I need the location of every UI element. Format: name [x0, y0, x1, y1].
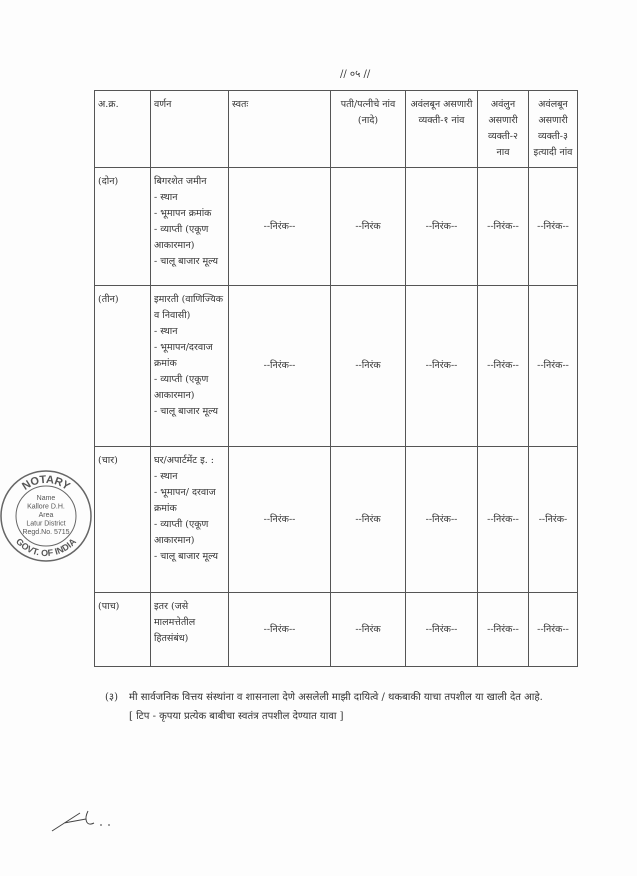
- description-line: - चालू बाजार मूल्य: [154, 551, 219, 562]
- header-row: [95, 91, 578, 168]
- description-line: इमारती (वाणिज्यिक व निवासी): [154, 294, 224, 321]
- value-cell: --निरंक--: [529, 286, 578, 447]
- svg-text:NOTARY: NOTARY: [20, 473, 72, 493]
- description-line: - भूमापन/दरवाज क्रमांक: [154, 342, 213, 369]
- serial-cell: (तीन): [95, 286, 151, 447]
- value-cell: --निरंक--: [529, 168, 578, 286]
- header-cell: अवंलबून असणारी व्यक्ती-१ नांव: [406, 91, 478, 168]
- table-row: [95, 447, 578, 593]
- description-line: - भूमापन क्रमांक: [154, 208, 212, 219]
- notary-stamp: [0, 470, 92, 562]
- description-line: - स्थान: [154, 326, 178, 337]
- stamp-line: Latur District: [26, 520, 66, 528]
- header-cell: पती/पत्नीचे नांव (नादे): [331, 91, 406, 168]
- value-cell: --निरंक--: [478, 593, 529, 667]
- description-line: - व्याप्ती (एकूण आकारमान): [154, 519, 209, 546]
- signature: [50, 805, 120, 835]
- table-row: [95, 168, 578, 286]
- table-row: [95, 286, 578, 447]
- description-line: - स्थान: [154, 192, 178, 203]
- description-line: - चालू बाजार मूल्य: [154, 406, 219, 417]
- value-cell: --निरंक--: [478, 447, 529, 593]
- description-line: - व्याप्ती (एकूण आकारमान): [154, 374, 209, 401]
- header-cell: स्वतः: [229, 91, 331, 168]
- page-number: // ०५ //: [340, 69, 371, 80]
- value-cell: --निरंक--: [406, 286, 478, 447]
- stamp-line: Area: [38, 512, 54, 519]
- value-cell: --निरंक--: [229, 593, 331, 667]
- value-cell: --निरंक--: [529, 593, 578, 667]
- stamp-line: Name: [36, 495, 56, 502]
- description-line: इतर (जसे मालमत्तेतील हितसंबंध): [154, 601, 196, 644]
- description-cell: [151, 447, 229, 593]
- stamp-line: Kallore D.H.: [27, 503, 65, 511]
- description-line: घर/अपार्टमेंट इ. :: [154, 455, 214, 466]
- table-row: [95, 593, 578, 667]
- value-cell: --निरंक--: [478, 286, 529, 447]
- description-line: - चालू बाजार मूल्य: [154, 256, 219, 267]
- header-cell: अ.क्र.: [95, 91, 151, 168]
- value-cell: --निरंक--: [229, 447, 331, 593]
- note-text: मी सार्वजनिक वित्तय संस्थांना व शासनाला देणे असलेली माझी दायित्वे / थकबाकी याचा तपशील या खाली देत आहे.: [129, 692, 543, 703]
- note-number: (३): [105, 692, 119, 703]
- value-cell: --निरंक: [331, 168, 406, 286]
- stamp-line: Regd.No. 5715: [22, 529, 70, 536]
- value-cell: --निरंक--: [229, 286, 331, 447]
- description-cell: [151, 168, 229, 286]
- description-cell: [151, 286, 229, 447]
- header-cell: अवंलुन असणारी व्यक्ती-२ नाव: [478, 91, 529, 168]
- description-line: - व्याप्ती (एकूण आकारमान): [154, 224, 209, 251]
- value-cell: --निरंक--: [478, 168, 529, 286]
- serial-cell: (दोन): [95, 168, 151, 286]
- note-tip: [ टिप - कृपया प्रत्येक बाबीचा स्वतंत्र तपशील देण्यात यावा ]: [129, 711, 344, 722]
- svg-text:GOVT. OF INDIA: GOVT. OF INDIA: [14, 536, 78, 559]
- description-line: - भूमापन/ दरवाज क्रमांक: [154, 487, 216, 514]
- description-line: - स्थान: [154, 471, 178, 482]
- value-cell: --निरंक-: [529, 447, 578, 593]
- description-line: बिगरशेत जमीन: [154, 176, 207, 187]
- header-cell: अवंलबून असणारी व्यक्ती-३ इत्यादी नांव: [529, 91, 578, 168]
- value-cell: --निरंक: [331, 447, 406, 593]
- value-cell: --निरंक--: [229, 168, 331, 286]
- value-cell: --निरंक--: [406, 168, 478, 286]
- value-cell: --निरंक--: [406, 447, 478, 593]
- assets-table: [94, 90, 578, 667]
- value-cell: --निरंक: [331, 593, 406, 667]
- liabilities-note: [105, 688, 599, 726]
- value-cell: --निरंक: [331, 286, 406, 447]
- serial-cell: (पाच): [95, 593, 151, 667]
- value-cell: --निरंक--: [406, 593, 478, 667]
- description-cell: [151, 593, 229, 667]
- header-cell: वर्णन: [151, 91, 229, 168]
- serial-cell: (चार): [95, 447, 151, 593]
